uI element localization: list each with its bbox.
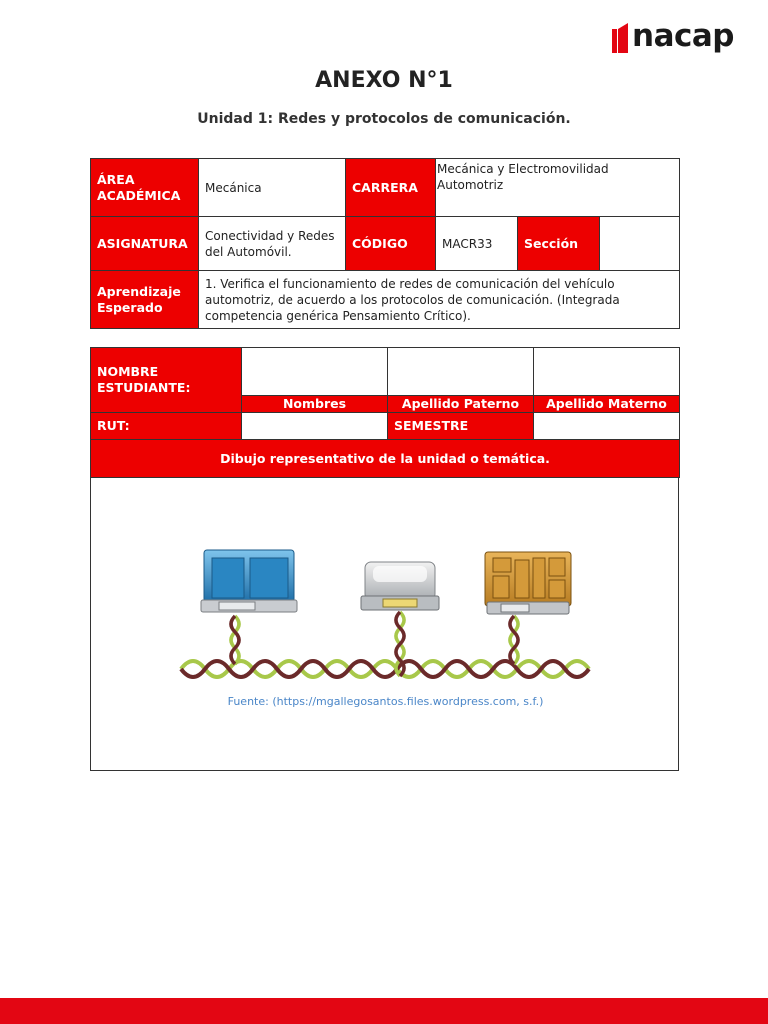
apellido-paterno-header: Apellido Paterno — [388, 396, 534, 413]
codigo-label: CÓDIGO — [346, 217, 436, 271]
logo-text: nacap — [632, 18, 734, 54]
footer-bar — [0, 998, 768, 1024]
nombres-header: Nombres — [242, 396, 388, 413]
carrera-value: Mecánica y Electromovilidad Automotriz — [436, 159, 680, 217]
gold-ecu-icon — [485, 552, 571, 614]
dibujo-header: Dibujo representativo de la unidad o temática. — [91, 440, 680, 478]
nombres-input-cell[interactable] — [242, 348, 388, 396]
info-table — [90, 158, 680, 329]
seccion-value — [600, 217, 680, 271]
area-label: ÁREA ACADÉMICA — [91, 159, 199, 217]
aprendizaje-value: 1. Verifica el funcionamiento de redes de comunicación del vehículo automotriz, de acuerdo a los protocolos de comunicación. (Integrada competencia genérica Pensamiento Crítico). — [199, 271, 680, 329]
semestre-label: SEMESTRE — [388, 413, 534, 440]
apellido-paterno-input-cell[interactable] — [388, 348, 534, 396]
rut-input-cell[interactable] — [242, 413, 388, 440]
seccion-label: Sección — [518, 217, 600, 271]
figure-caption: Fuente: (https://mgallegosantos.files.wordpress.com, s.f.) — [227, 695, 544, 708]
blue-ecu-icon — [201, 550, 297, 612]
silver-ecu-icon — [361, 562, 439, 610]
logo-mark-icon — [612, 23, 628, 53]
apellido-materno-header: Apellido Materno — [534, 396, 680, 413]
drop-wire-3 — [510, 616, 518, 664]
rut-label: RUT: — [91, 413, 242, 440]
student-table — [90, 347, 680, 478]
document-subtitle: Unidad 1: Redes y protocolos de comunicación. — [197, 111, 571, 127]
codigo-value: MACR33 — [436, 217, 518, 271]
semestre-input-cell[interactable] — [534, 413, 680, 440]
carrera-label: CARRERA — [346, 159, 436, 217]
bus-wire-light — [181, 661, 589, 677]
aprendizaje-label: Aprendizaje Esperado — [91, 271, 199, 329]
network-figure — [90, 478, 679, 771]
inacap-logo — [612, 16, 734, 56]
asignatura-value: Conectividad y Redes del Automóvil. — [199, 217, 346, 271]
area-value: Mecánica — [199, 159, 346, 217]
asignatura-label: ASIGNATURA — [91, 217, 199, 271]
document-title: ANEXO N°1 — [315, 68, 453, 93]
apellido-materno-input-cell[interactable] — [534, 348, 680, 396]
drop-wire-1 — [231, 616, 239, 664]
nombre-estudiante-label: NOMBRE ESTUDIANTE: — [91, 348, 242, 413]
bus-wire-dark — [181, 661, 589, 677]
can-bus-diagram — [91, 478, 680, 771]
